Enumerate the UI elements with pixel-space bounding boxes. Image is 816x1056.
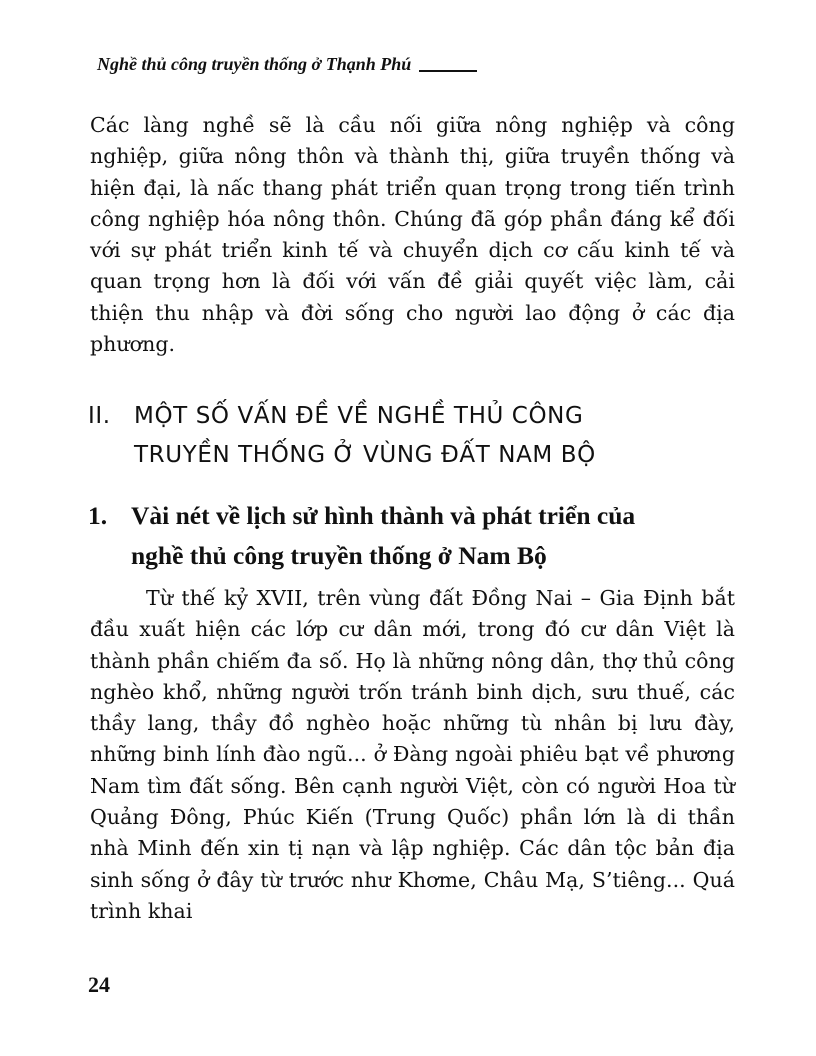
page-number: 24 [88, 972, 110, 997]
subsection-title-line-1: Vài nét về lịch sử hình thành và phát triển của [131, 501, 636, 530]
subsection-heading [88, 496, 635, 576]
subsection-number: 1. [88, 501, 108, 530]
subsection-title-line-2: nghề thủ công truyền thống ở Nam Bộ [131, 541, 547, 570]
body-paragraph-2: Từ thế kỷ XVII, trên vùng đất Đồng Nai – Gia Định bắt đầu xuất hiện các lớp cư dân mới, trong đó cư dân Việt là thành phần chiếm đa số. Họ là những nông dân, thợ thủ công nghèo khổ, những người trốn tránh binh dịch, sưu thuế, các thầy lang, thầy đồ nghèo hoặc những tù nhân bị lưu đày, những binh lính đào ngũ... ở Đàng ngoài phiêu bạt về phương Nam tìm đất sống. Bên cạnh người Việt, còn có người Hoa từ Quảng Đông, Phúc Kiến (Trung Quốc) phần lớn là di thần nhà Minh đến xin tị nạn và lập nghiệp. Các dân tộc bản địa sinh sống ở đây từ trước như Khơme, Châu Mạ, S’tiêng... Quá trình khai [90, 586, 735, 923]
section-title-line-1: MỘT SỐ VẤN ĐỀ VỀ NGHỀ THỦ CÔNG [134, 403, 584, 429]
running-header [97, 54, 477, 75]
section-title-line-2: TRUYỀN THỐNG Ở VÙNG ĐẤT NAM BỘ [134, 442, 596, 468]
body-paragraph-1: Các làng nghề sẽ là cầu nối giữa nông nghiệp và công nghiệp, giữa nông thôn và thành thị, giữa truyền thống và hiện đại, là nấc thang phát triển quan trọng trong tiến trình công nghiệp hóa nông thôn. Chúng đã góp phần đáng kể đối với sự phát triển kinh tế và chuyển dịch cơ cấu kinh tế và quan trọng hơn là đối với vấn đề giải quyết việc làm, cải thiện thu nhập và đời sống cho người lao động ở các địa phương. [90, 113, 735, 357]
header-rule [419, 70, 477, 72]
running-title: Nghề thủ công truyền thống ở Thạnh Phú [97, 54, 412, 74]
section-heading [88, 397, 596, 475]
section-number: II. [88, 403, 111, 429]
